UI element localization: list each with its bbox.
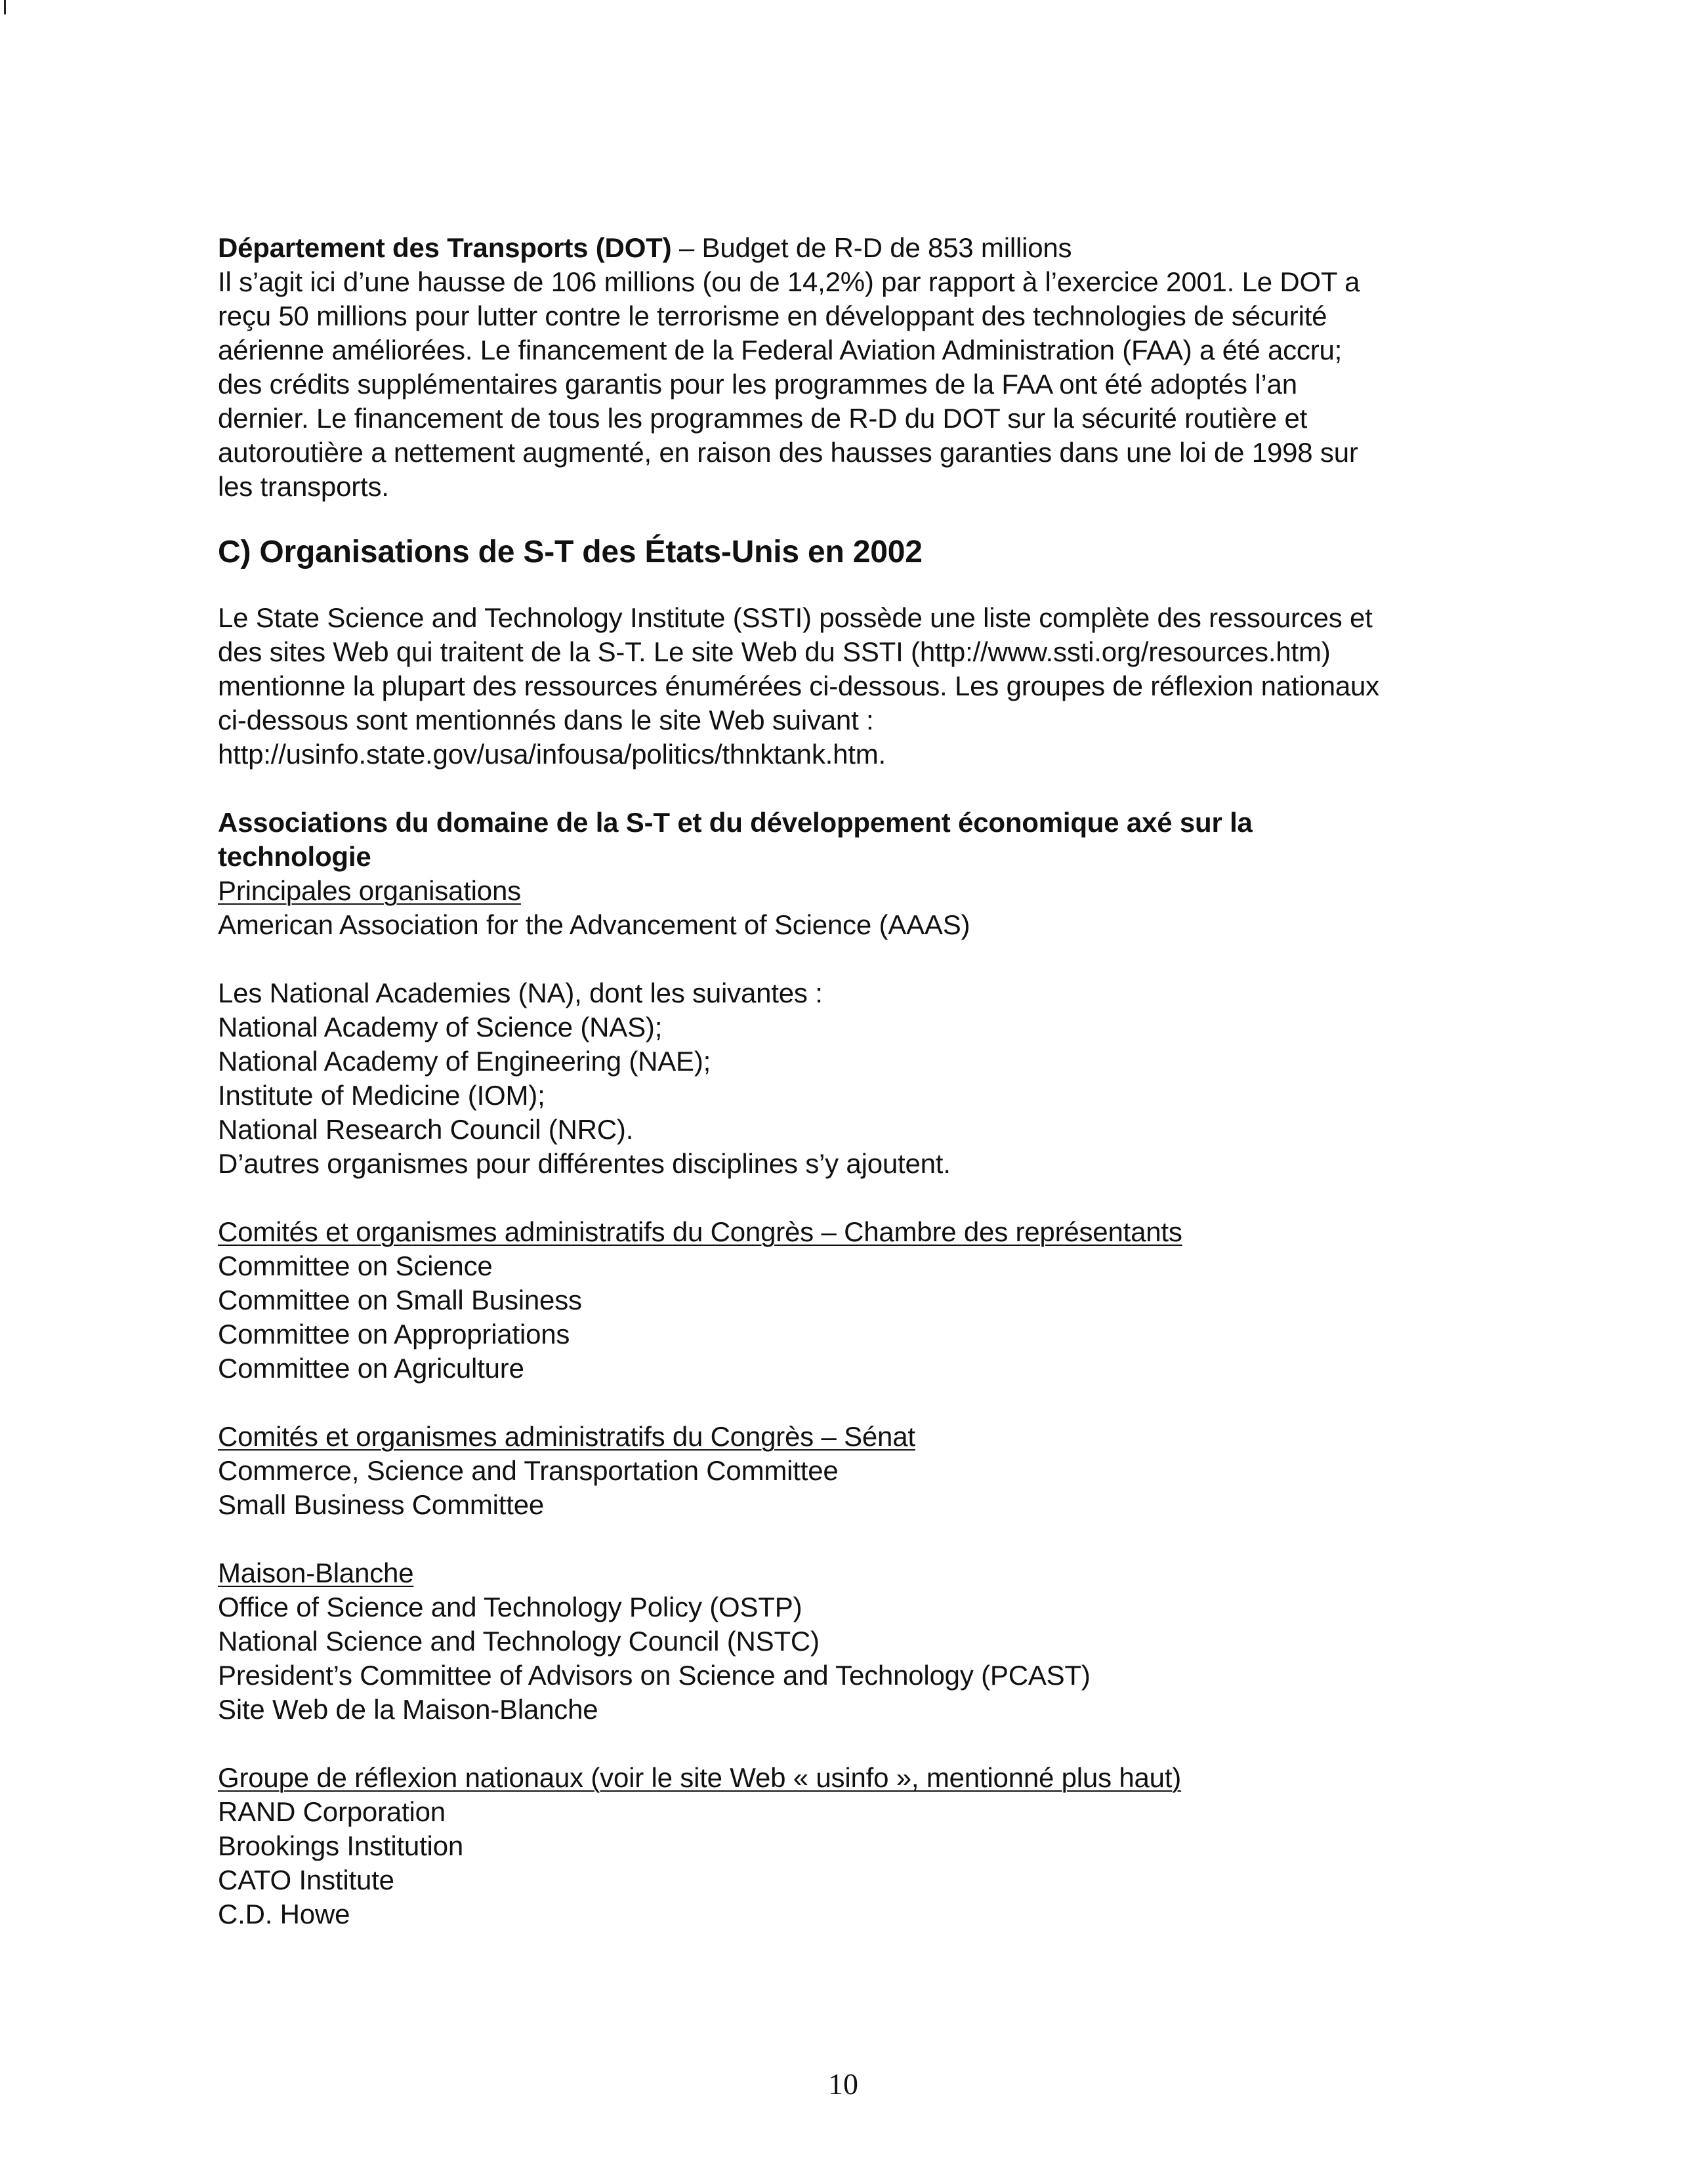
org-group-white-house — [218, 1556, 1504, 1727]
spacer — [218, 942, 1504, 976]
dot-body-line: reçu 50 millions pour lutter contre le terrorisme en développant des technologies de sécurité — [218, 300, 1327, 331]
org-group-senate — [218, 1420, 1504, 1522]
list-item: Committee on Appropriations — [218, 1319, 570, 1350]
list-item: National Science and Technology Council (NSTC) — [218, 1626, 820, 1657]
scan-artifact-mark — [4, 0, 6, 14]
dot-body-line: les transports. — [218, 471, 389, 502]
intro-line: mentionne la plupart des ressources énumérées ci-dessous. Les groupes de réflexion nationaux — [218, 670, 1379, 701]
dot-title: Département des Transports (DOT) — [218, 232, 672, 263]
group-title: Principales organisations — [218, 875, 521, 906]
org-group-house — [218, 1215, 1504, 1386]
list-item: Commerce, Science and Transportation Committee — [218, 1455, 839, 1486]
list-item: RAND Corporation — [218, 1796, 446, 1827]
dot-body-line: aérienne améliorées. Le financement de la Federal Aviation Administration (FAA) a été accru; — [218, 335, 1343, 365]
list-item: Small Business Committee — [218, 1489, 545, 1520]
list-item: American Association for the Advancement of Science (AAAS) — [218, 909, 970, 940]
spacer — [218, 772, 1504, 806]
org-group-think-tanks — [218, 1761, 1504, 1931]
list-item: CATO Institute — [218, 1865, 394, 1895]
associations-heading-line: technologie — [218, 841, 371, 872]
dot-body-line: Il s’agit ici d’une hausse de 106 millions (ou de 14,2%) par rapport à l’exercice 2001. Le DOT a — [218, 266, 1360, 297]
intro-line: Le State Science and Technology Institute (SSTI) possède une liste complète des ressources et — [218, 602, 1373, 633]
page-number: 10 — [828, 2067, 858, 2101]
intro-line: des sites Web qui traitent de la S-T. Le site Web du SSTI (http://www.ssti.org/resources.htm) — [218, 636, 1331, 667]
spacer — [218, 1181, 1504, 1215]
dot-title-line — [218, 231, 1504, 265]
spacer — [218, 1386, 1504, 1420]
list-item: Office of Science and Technology Policy (OSTP) — [218, 1592, 802, 1622]
org-group-principal — [218, 874, 1504, 942]
list-item: Brookings Institution — [218, 1830, 464, 1861]
section-c-heading: C) Organisations de S-T des États-Unis en 2002 — [218, 535, 923, 569]
list-item: President’s Committee of Advisors on Science and Technology (PCAST) — [218, 1660, 1091, 1691]
list-item: Committee on Agriculture — [218, 1353, 524, 1384]
dot-body-line: dernier. Le financement de tous les programmes de R-D du DOT sur la sécurité routière et — [218, 403, 1308, 434]
associations-heading-line: Associations du domaine de la S-T et du développement économique axé sur la — [218, 807, 1253, 838]
org-group-academies — [218, 976, 1504, 1181]
spacer — [218, 1522, 1504, 1556]
list-item: Committee on Science — [218, 1250, 493, 1281]
intro-url: http://usinfo.state.gov/usa/infousa/politics/thnktank.htm. — [218, 739, 886, 770]
group-title: Comités et organismes administratifs du Congrès – Chambre des représentants — [218, 1216, 1182, 1247]
spacer — [218, 1727, 1504, 1761]
associations-heading — [218, 806, 1504, 874]
dot-budget: – Budget de R-D de 853 millions — [671, 232, 1072, 263]
list-item: D’autres organismes pour différentes disciplines s’y ajoutent. — [218, 1148, 951, 1179]
list-item: National Academy of Science (NAS); — [218, 1012, 663, 1042]
list-item: National Academy of Engineering (NAE); — [218, 1046, 711, 1077]
page-content — [218, 231, 1504, 1931]
list-item: National Research Council (NRC). — [218, 1114, 634, 1145]
group-title: Maison-Blanche — [218, 1557, 414, 1588]
group-title: Comités et organismes administratifs du Congrès – Sénat — [218, 1421, 915, 1452]
intro-line: ci-dessous sont mentionnés dans le site Web suivant : — [218, 705, 874, 735]
dot-body-line: autoroutière a nettement augmenté, en raison des hausses garanties dans une loi de 1998 sur — [218, 437, 1358, 468]
dot-section — [218, 231, 1504, 504]
dot-body-line: des crédits supplémentaires garantis pour les programmes de la FAA ont été adoptés l’an — [218, 369, 1297, 400]
list-item: Institute of Medicine (IOM); — [218, 1080, 545, 1111]
section-c-intro — [218, 601, 1504, 772]
list-item: Les National Academies (NA), dont les suivantes : — [218, 978, 823, 1008]
list-item: Committee on Small Business — [218, 1285, 582, 1315]
group-title: Groupe de réflexion nationaux (voir le site Web « usinfo », mentionné plus haut) — [218, 1762, 1182, 1793]
list-item: C.D. Howe — [218, 1899, 350, 1929]
list-item: Site Web de la Maison-Blanche — [218, 1694, 598, 1725]
